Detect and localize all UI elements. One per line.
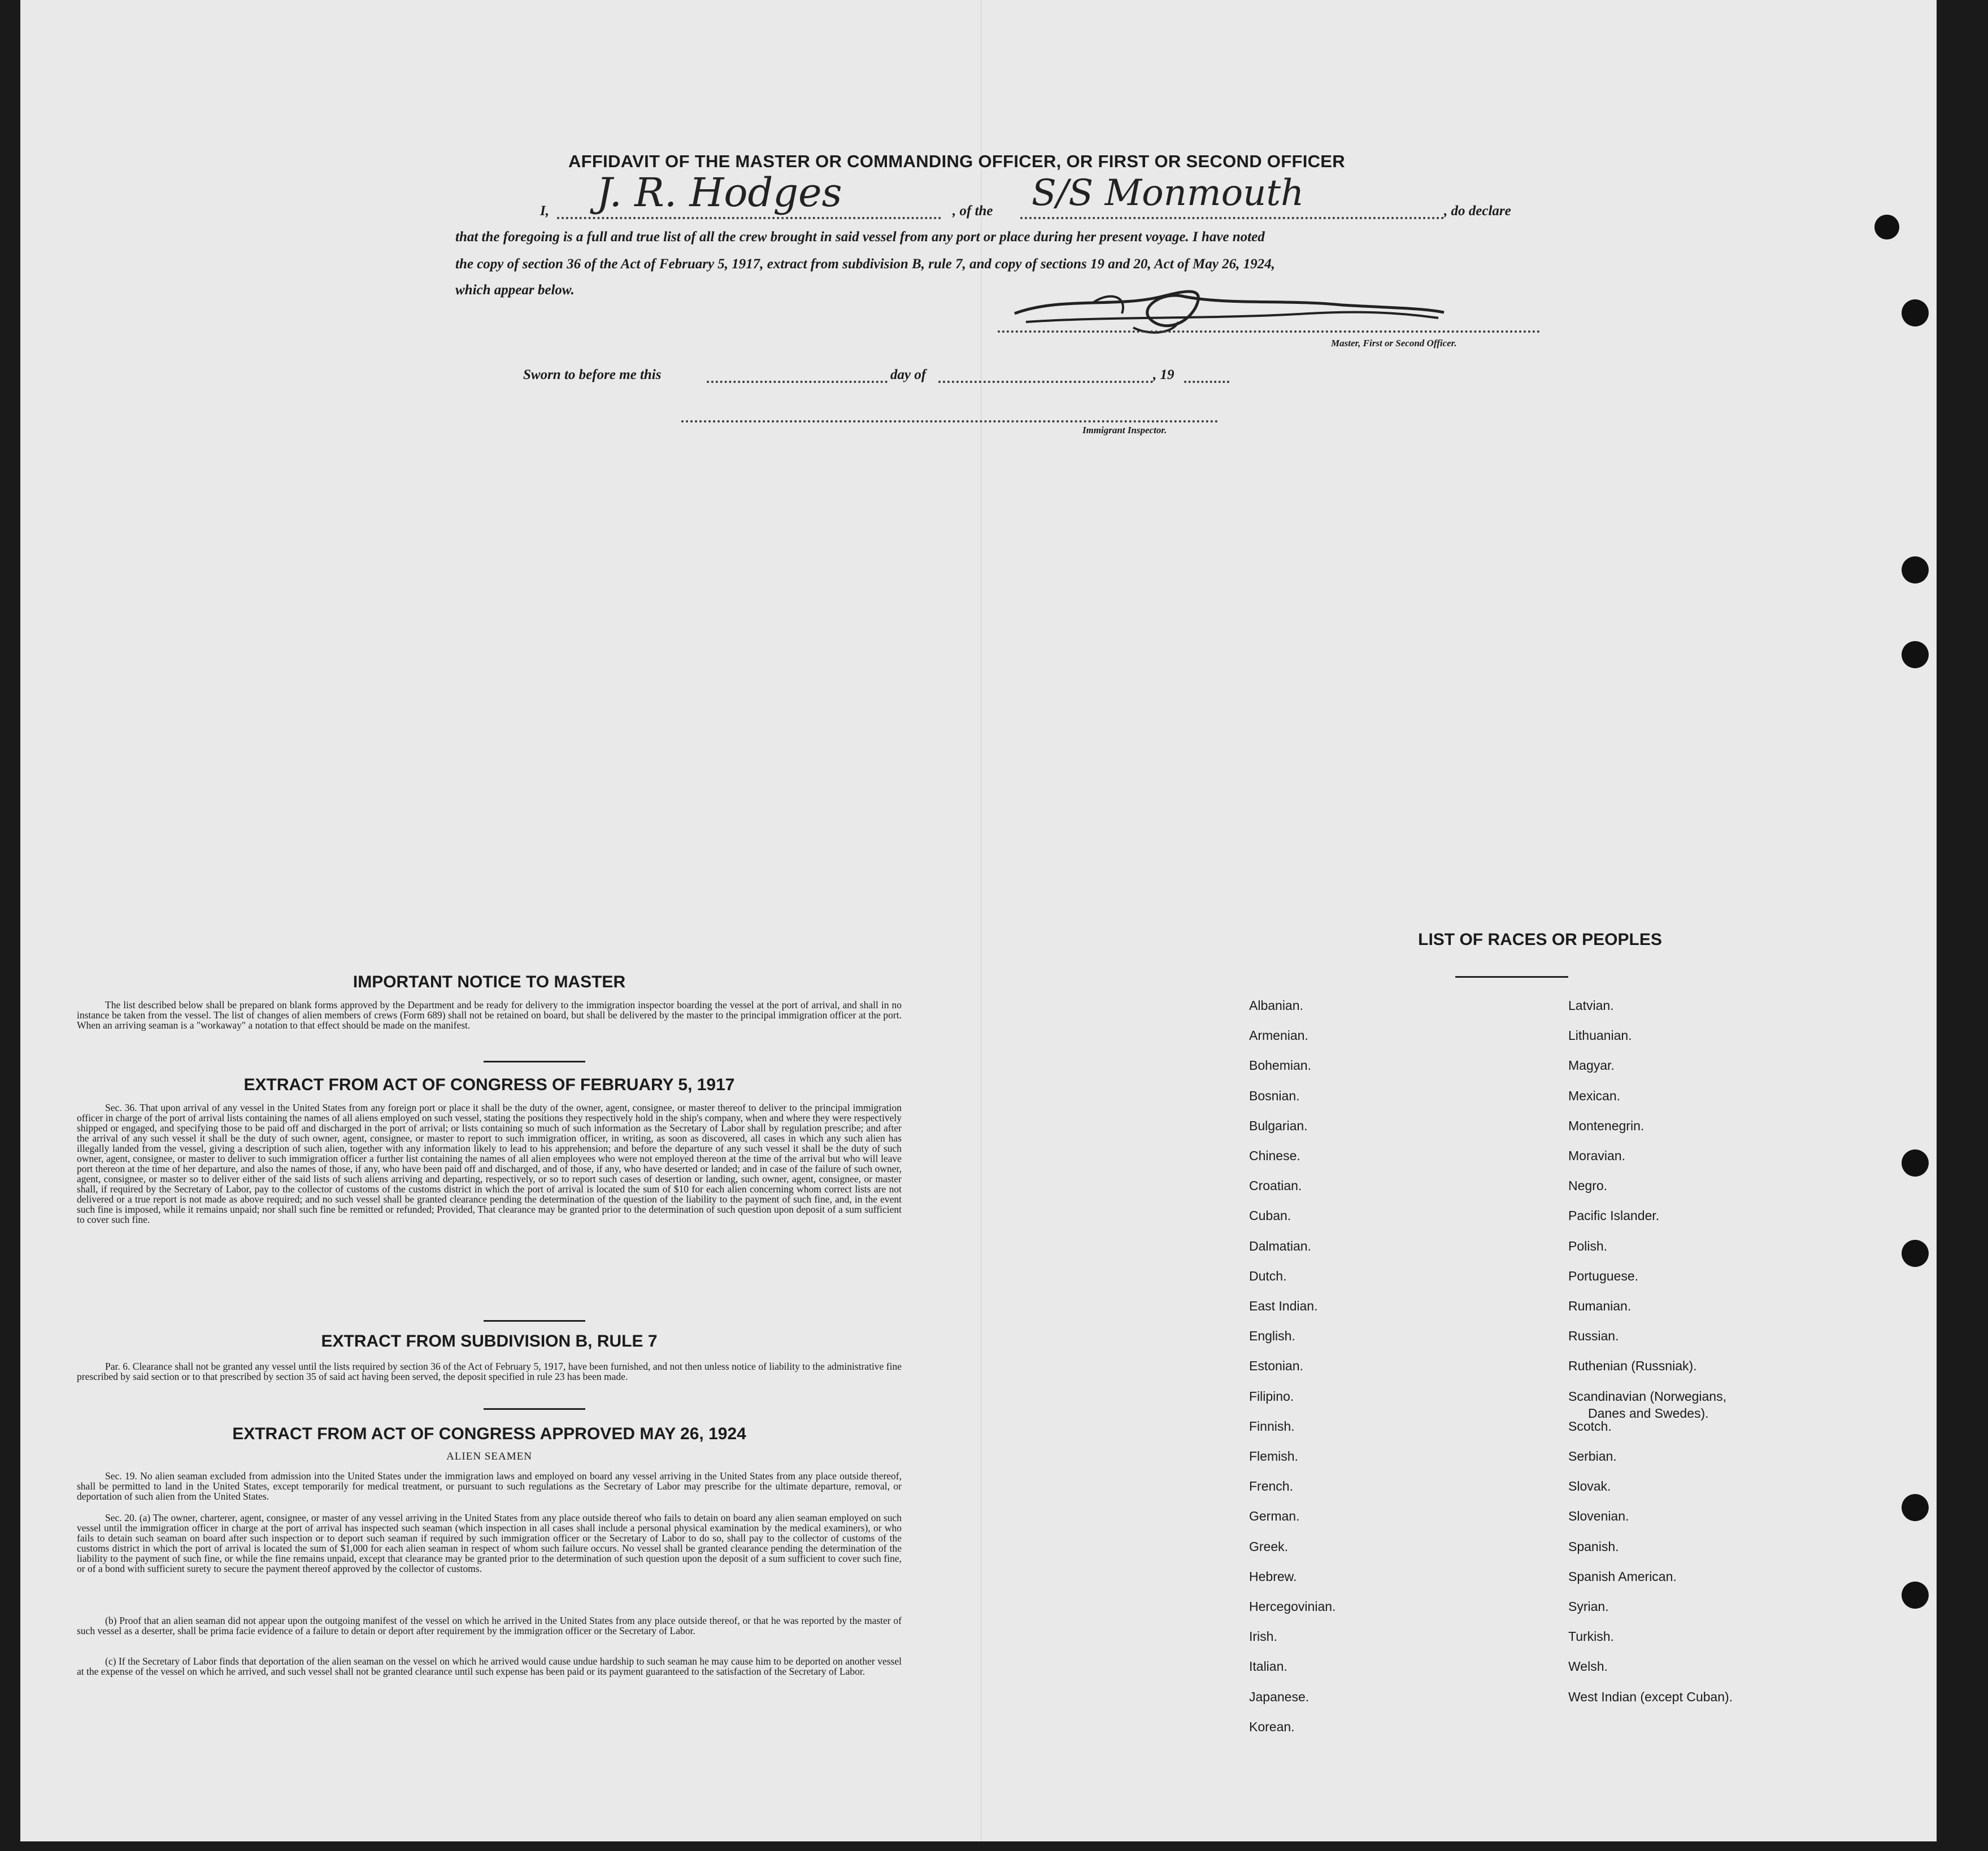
race-left-item: French. xyxy=(1249,1479,1293,1494)
race-right-item: Mexican. xyxy=(1568,1088,1621,1103)
race-right-item: Danes and Swedes). xyxy=(1588,1405,1709,1421)
vessel-name-signature: S/S Monmouth xyxy=(1032,172,1304,214)
binder-hole xyxy=(1874,215,1899,239)
race-left-item: East Indian. xyxy=(1249,1299,1318,1313)
race-right-item: Turkish. xyxy=(1568,1629,1614,1644)
sworn-month-blank[interactable] xyxy=(938,381,1153,383)
race-right-item: Polish. xyxy=(1568,1238,1608,1253)
race-right-item: Ruthenian (Russniak). xyxy=(1568,1358,1697,1374)
sworn-day-blank[interactable] xyxy=(707,381,888,383)
race-left-item: Chinese. xyxy=(1249,1148,1300,1163)
race-left-item: Greek. xyxy=(1249,1539,1289,1554)
binder-hole xyxy=(1902,556,1929,583)
binder-hole xyxy=(1902,1149,1929,1177)
affidavit-line2: that the foregoing is a full and true list of all the crew brought in said vessel from any port or place during her present voyage. I have noted xyxy=(455,229,1265,245)
race-left-item: Bohemian. xyxy=(1249,1058,1311,1073)
race-left-item: German. xyxy=(1249,1509,1300,1524)
race-left-item: Cuban. xyxy=(1249,1208,1291,1223)
race-right-item: Slovenian. xyxy=(1568,1509,1629,1524)
race-right-item: Portuguese. xyxy=(1568,1268,1639,1283)
race-right-item: Rumanian. xyxy=(1568,1299,1632,1313)
binder-hole xyxy=(1902,641,1929,668)
race-left-item: Estonian. xyxy=(1249,1358,1303,1374)
binder-hole xyxy=(1902,299,1929,326)
binder-hole xyxy=(1902,1582,1929,1609)
binder-hole xyxy=(1902,1494,1929,1521)
divider xyxy=(484,1408,585,1410)
sec19-text xyxy=(77,1471,902,1501)
race-right-item: Negro. xyxy=(1568,1178,1608,1194)
form-sheet xyxy=(20,0,1937,1841)
race-left-item: Japanese. xyxy=(1249,1689,1310,1704)
race-right-item: Welsh. xyxy=(1568,1659,1608,1674)
sec20a-text xyxy=(77,1513,902,1574)
divider xyxy=(1455,976,1568,978)
affidavit-line1-end: , do declare xyxy=(1444,203,1511,219)
rule7-text xyxy=(77,1361,902,1382)
affidavit-line3: the copy of section 36 of the Act of February 5, 1917, extract from subdivision B, rule 7, and copy of sections 19 and 20, Act of May 26, 1924, xyxy=(455,256,1275,272)
race-left-item: Irish. xyxy=(1249,1629,1277,1644)
affidavit-title: AFFIDAVIT OF THE MASTER OR COMMANDING OFFICER, OR FIRST OR SECOND OFFICER xyxy=(568,151,1345,171)
sec20a-text-body: Sec. 20. (a) The owner, charterer, agent, consignee, or master of any vessel arriving in the United States from any place outside thereof who fails to detain on board any alien seaman employed on such vessel until the immigration officer in charge at the port of arrival has inspected such seaman (which inspection in all cases shall include a personal physical examination by the medical examiners), or who fails to detain such seaman on board after such inspection or to deport such seaman if required by such immigration officer or the Secretary of Labor to do so, shall pay to the collector of customs of the customs district in which the port of arrival is located the sum of $1,000 for each alien seaman in respect of whom such failure occurs. No vessel shall be granted clearance pending the determination of the liability to the payment of such fine, or while the fine remains unpaid, except that clearance may be granted prior to the determination of such question upon the deposit of a sum sufficient to cover such fine, or of a bond with sufficient surety to secure the payment thereof approved by the collector of customs. xyxy=(77,1512,902,1574)
extract-1917-title: EXTRACT FROM ACT OF CONGRESS OF FEBRUARY 5, 1917 xyxy=(243,1075,735,1094)
notice-text xyxy=(77,1000,902,1030)
race-right-item: Scotch. xyxy=(1568,1418,1612,1434)
rule7-text-body: Par. 6. Clearance shall not be granted any vessel until the lists required by section 36 of the Act of February 5, 1917, have been furnished, and not then unless notice of liability to the administrative fine prescribed by said section or to that prescribed by section 35 of said act having been served, the deposit specified in rule 23 has been made. xyxy=(77,1361,902,1382)
race-right-item: Spanish American. xyxy=(1568,1569,1677,1584)
extract-1917-text-body: Sec. 36. That upon arrival of any vessel in the United States from any foreign port or place it shall be the duty of the owner, agent, consignee, or master thereof to deliver to the principal immigration officer in charge of the port of arrival lists containing the names of all aliens employed on such vessel, stating the positions they respectively hold in the ship's company, when and where they were respectively shipped or engaged, and specifying those to be paid off and discharged in the port of arrival; or lists containing so much of such information as the Secretary of Labor shall by regulation prescribe; and after the arrival of any such vessel it shall be the duty of such owner, agent, consignee, or master to report to such immigration officer, in writing, as soon as discovered, all cases in which any such alien has illegally landed from the vessel, giving a description of such alien, together with any information likely to lead to his apprehension; and before the departure of any such vessel it shall be the duty of such owner, agent, consignee, or master to deliver to such immigration officer a further list containing the names of all alien employees who were not employed thereon at the time of the arrival but who will leave port thereon at the time of her departure, and also the names of those, if any, who have been paid off and discharged, and of those, if any, who have deserted or landed; and in case of the failure of such owner, agent, consignee, or master so to deliver either of the said lists of such aliens arriving and departing, respectively, or so to report such cases of desertion or landing, such owner, agent, consignee, or master shall, if required by the Secretary of Labor, pay to the collector of customs of the customs district in which the port of arrival is located the sum of $10 for each alien concerning whom correct lists are not delivered or a true report is not made as above required; and no such vessel shall be granted clearance pending the determination of the question of the liability to the payment of such fine, and, in the event such fine is imposed, while it remains unpaid; nor shall such fine be remitted or refunded; Provided, That clearance may be granted prior to the determination of such question upon deposit of a sum sufficient to cover such fine. xyxy=(77,1102,902,1225)
officer-name-blank[interactable] xyxy=(557,217,941,219)
sec19-text-body: Sec. 19. No alien seaman excluded from admission into the United States under the immigration laws and employed on board any vessel arriving in the United States from any place outside thereof, shall be permitted to land in the United States, except temporarily for medical treatment, or pursuant to such regulations as the Secretary of Labor may prescribe for the ultimate departure, removal, or deportation of such alien from the United States. xyxy=(77,1470,902,1502)
race-right-item: Russian. xyxy=(1568,1329,1619,1344)
race-right-item: Latvian. xyxy=(1568,998,1614,1013)
affidavit-line4: which appear below. xyxy=(455,282,575,298)
inspector-signature-blank[interactable] xyxy=(681,420,1218,423)
race-right-item: Pacific Islander. xyxy=(1568,1208,1660,1223)
officer-caption: Master, First or Second Officer. xyxy=(1331,338,1457,349)
rule7-title: EXTRACT FROM SUBDIVISION B, RULE 7 xyxy=(321,1332,658,1351)
race-right-item: Moravian. xyxy=(1568,1148,1625,1163)
race-left-item: Italian. xyxy=(1249,1659,1287,1674)
notice-text-body: The list described below shall be prepared on blank forms approved by the Department and be ready for delivery to the immigration inspector boarding the vessel at the port of arrival, and shall in no instance be taken from the vessel. The list of changes of alien members of crews (Form 689) shall not be retained on board, but shall be delivered by the master to the principal immigration officer at the port. When an arriving seaman is a "workaway" a notation to that effect should be made on the manifest. xyxy=(77,999,902,1031)
race-left-item: Dalmatian. xyxy=(1249,1238,1311,1253)
race-left-item: Filipino. xyxy=(1249,1388,1294,1404)
affidavit-line1-i: I, xyxy=(540,203,549,219)
race-left-item: Flemish. xyxy=(1249,1449,1298,1464)
race-left-item: English. xyxy=(1249,1329,1295,1344)
race-right-item: Magyar. xyxy=(1568,1058,1615,1073)
affidavit-line1-of: , of the xyxy=(952,203,993,219)
sec20c-text xyxy=(77,1656,902,1676)
race-left-item: Finnish. xyxy=(1249,1418,1295,1434)
race-right-item: Montenegrin. xyxy=(1568,1118,1645,1133)
race-right-item: Scandinavian (Norwegians, xyxy=(1568,1388,1726,1404)
extract-1924-subtitle: ALIEN SEAMEN xyxy=(446,1451,532,1462)
vessel-name-blank[interactable] xyxy=(1020,217,1444,219)
race-right-item: Slovak. xyxy=(1568,1479,1611,1494)
sworn-day-of: day of xyxy=(890,367,926,382)
sworn-prefix: Sworn to before me this xyxy=(523,367,662,382)
sworn-year: , 19 xyxy=(1153,367,1174,382)
race-left-item: Croatian. xyxy=(1249,1178,1302,1194)
races-title: LIST OF RACES OR PEOPLES xyxy=(1418,930,1662,949)
sworn-year-blank[interactable] xyxy=(1184,381,1229,383)
binder-hole xyxy=(1902,1240,1929,1267)
sec20c-text-body: (c) If the Secretary of Labor finds that deportation of the alien seaman on the vessel on which he arrived would cause undue hardship to such seaman he may cause him to be deported on another vessel at the expense of the vessel on which he arrived, and such vessel shall not be granted clearance until such expense has been paid or its payment guaranteed to the satisfaction of the Secretary of Labor. xyxy=(77,1656,902,1677)
officer-signature-scribble xyxy=(992,274,1455,339)
officer-name-signature: J. R. Hodges xyxy=(597,169,842,216)
inspector-caption: Immigrant Inspector. xyxy=(1082,425,1167,435)
race-right-item: West Indian (except Cuban). xyxy=(1568,1689,1733,1704)
race-right-item: Serbian. xyxy=(1568,1449,1617,1464)
race-left-item: Hercegovinian. xyxy=(1249,1599,1336,1614)
notice-title: IMPORTANT NOTICE TO MASTER xyxy=(353,973,626,991)
race-left-item: Dutch. xyxy=(1249,1268,1287,1283)
race-left-item: Hebrew. xyxy=(1249,1569,1297,1584)
extract-1924-title: EXTRACT FROM ACT OF CONGRESS APPROVED MAY 26, 1924 xyxy=(232,1425,746,1443)
race-right-item: Lithuanian. xyxy=(1568,1028,1632,1043)
race-left-item: Bulgarian. xyxy=(1249,1118,1308,1133)
race-right-item: Syrian. xyxy=(1568,1599,1609,1614)
officer-signature-blank[interactable] xyxy=(998,330,1540,333)
divider xyxy=(484,1061,585,1062)
race-left-item: Armenian. xyxy=(1249,1028,1308,1043)
divider xyxy=(484,1320,585,1322)
race-left-item: Albanian. xyxy=(1249,998,1303,1013)
race-left-item: Korean. xyxy=(1249,1719,1295,1734)
sec20b-text xyxy=(77,1615,902,1636)
sec20b-text-body: (b) Proof that an alien seaman did not appear upon the outgoing manifest of the vessel on which he arrived in the United States from any place outside thereof, or that he was reported by the master of such vessel as a deserter, shall be prima facie evidence of a failure to detain or deport after requirement by the immigration officer or the Secretary of Labor. xyxy=(77,1615,902,1636)
race-right-item: Spanish. xyxy=(1568,1539,1619,1554)
extract-1917-text xyxy=(77,1103,902,1225)
race-left-item: Bosnian. xyxy=(1249,1088,1300,1103)
